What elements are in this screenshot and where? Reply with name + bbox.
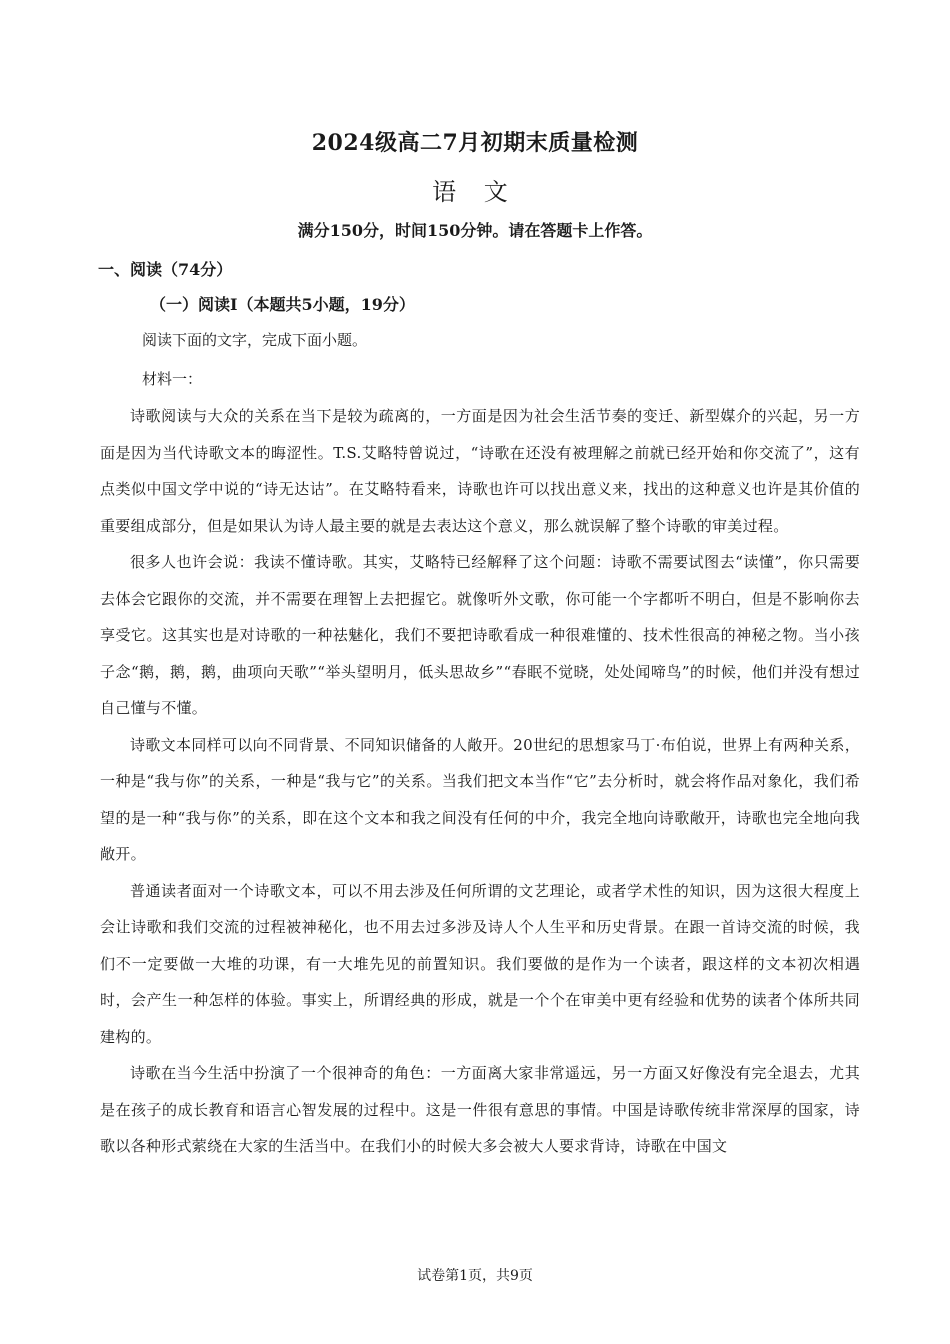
page-footer: 试卷第1页，共9页 (417, 1268, 533, 1284)
subsection-heading: （一）阅读I（本题共5小题，19分） (150, 295, 415, 314)
passage-paragraph: 诗歌文本同样可以向不同背景、不同知识储备的人敞开。20世纪的思想家马丁·布伯说，世界上有两种关系，一种是“我与你”的关系，一种是“我与它”的关系。当我们把文本当作“它”去分析时，就会将作品对象化，我们希望的是一种“我与你”的关系，即在这个文本和我之间没有任何的中介，我完全地向诗歌敞开，诗歌也完全地向我敞开。 (100, 735, 860, 863)
subject-title: 语 文 (432, 178, 518, 206)
section-heading: 一、阅读（74分） (98, 260, 233, 279)
reading-instruction: 阅读下面的文字，完成下面小题。 (142, 331, 368, 349)
reading-passage (100, 398, 860, 1165)
material-label: 材料一： (142, 370, 203, 388)
passage-paragraph: 普通读者面对一个诗歌文本，可以不用去涉及任何所谓的文艺理论，或者学术性的知识，因为这很大程度上会让诗歌和我们交流的过程被神秘化，也不用去过多涉及诗人个人生平和历史背景。在跟一首诗交流的时候，我们不一定要做一大堆的功课，有一大堆先见的前置知识。我们要做的是作为一个读者，跟这样的文本初次相遇时，会产生一种怎样的体验。事实上，所谓经典的形成，就是一个个在审美中更有经验和优势的读者个体所共同建构的。 (100, 881, 860, 1046)
passage-paragraph: 诗歌阅读与大众的关系在当下是较为疏离的，一方面是因为社会生活节奏的变迁、新型媒介的兴起，另一方面是因为当代诗歌文本的晦涩性。T.S.艾略特曾说过，“诗歌在还没有被理解之前就已经开始和你交流了”，这有点类似中国文学中说的“诗无达诂”。在艾略特看来，诗歌也许可以找出意义来，找出的这种意义也许是其价值的重要组成部分，但是如果认为诗人最主要的就是去表达这个意义，那么就误解了整个诗歌的审美过程。 (100, 407, 860, 535)
passage-paragraph: 诗歌在当今生活中扮演了一个很神奇的角色：一方面离大家非常遥远，另一方面又好像没有完全退去，尤其是在孩子的成长教育和语言心智发展的过程中。这是一件很有意思的事情。中国是诗歌传统非常深厚的国家，诗歌以各种形式萦绕在大家的生活当中。在我们小的时候大多会被大人要求背诗，诗歌在中国文 (100, 1064, 860, 1155)
exam-instructions: 满分150分，时间150分钟。请在答题卡上作答。 (297, 221, 653, 240)
exam-title: 2024级高二7月初期末质量检测 (311, 130, 639, 156)
passage-paragraph: 很多人也许会说：我读不懂诗歌。其实，艾略特已经解释了这个问题：诗歌不需要试图去“读懂”，你只需要去体会它跟你的交流，并不需要在理智上去把握它。就像听外文歌，你可能一个字都听不明白，但是不影响你去享受它。这其实也是对诗歌的一种祛魅化，我们不要把诗歌看成一种很难懂的、技术性很高的神秘之物。当小孩子念“鹅，鹅，鹅，曲项向天歌”“举头望明月，低头思故乡”“春眠不觉晓，处处闻啼鸟”的时候，他们并没有想过自己懂与不懂。 (100, 553, 860, 717)
